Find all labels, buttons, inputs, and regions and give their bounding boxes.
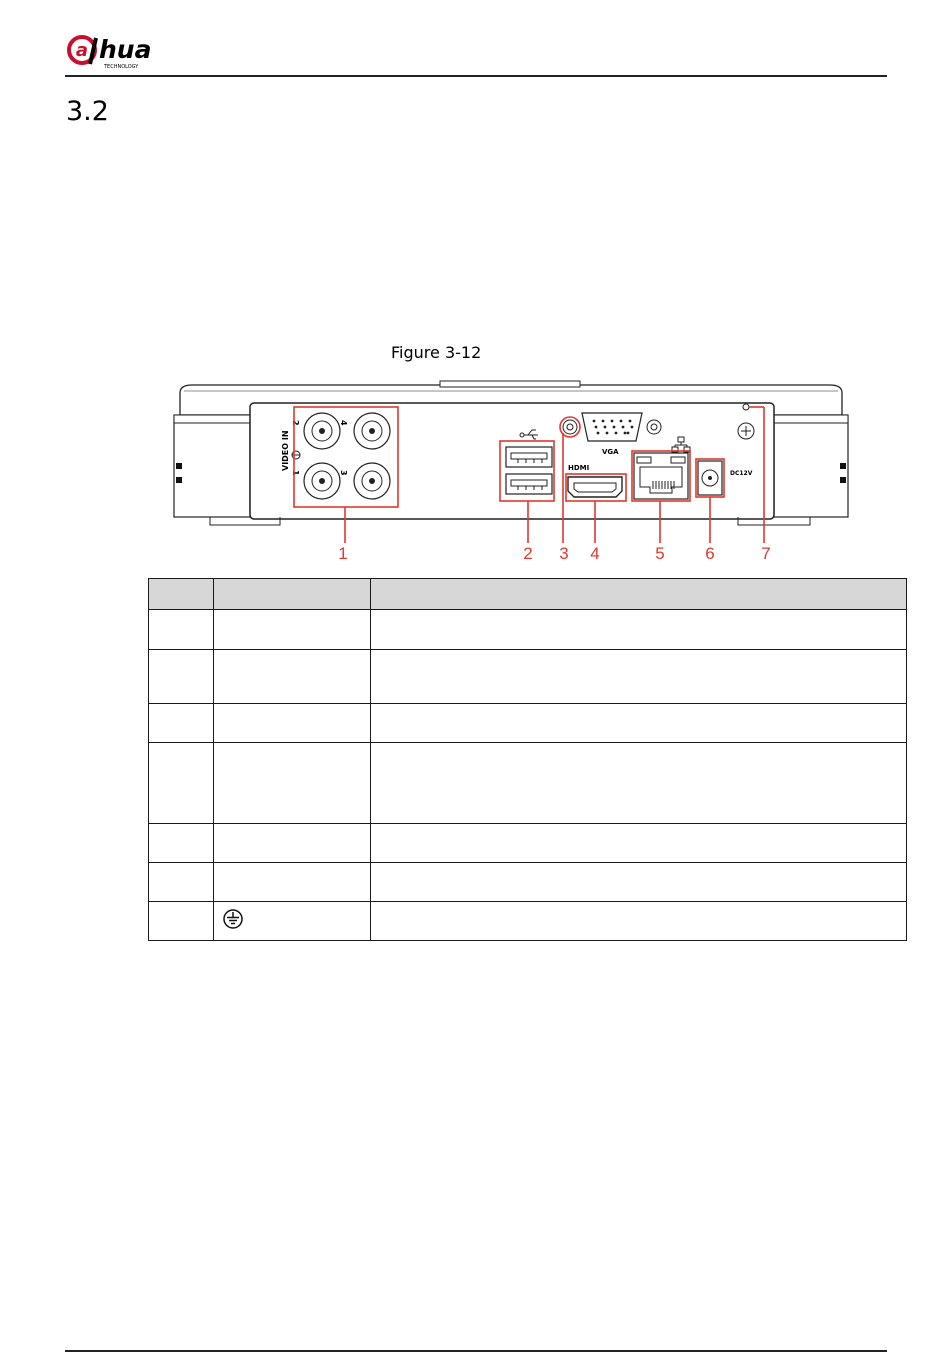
table-row [149, 704, 907, 743]
cell-function [371, 610, 907, 650]
table-row [149, 863, 907, 902]
svg-text:hua: hua [99, 35, 152, 64]
hdmi-label: HDMI [568, 464, 590, 472]
cell-name [214, 610, 371, 650]
cell-name [214, 650, 371, 704]
section-number: 3.2 [66, 96, 109, 127]
table-header-row [149, 579, 907, 610]
cell-name [214, 743, 371, 824]
vga-label: VGA [602, 448, 619, 456]
cell-no [149, 863, 214, 902]
cell-function [371, 650, 907, 704]
dahua-logo [66, 30, 186, 70]
cell-name [214, 902, 371, 941]
table-row [149, 743, 907, 824]
video-in-label: VIDEO IN [281, 430, 290, 471]
bnc-connector [354, 463, 390, 499]
logo-mark [69, 37, 96, 64]
cell-no [149, 650, 214, 704]
port-description-table [148, 578, 907, 941]
bnc-connector [304, 463, 340, 499]
table-row [149, 610, 907, 650]
cell-no [149, 743, 214, 824]
header-rule [65, 75, 887, 77]
ethernet-port [634, 453, 688, 499]
callout-number: 4 [590, 544, 600, 563]
device-rear-panel [170, 377, 852, 567]
bnc-label: 3 [339, 470, 348, 476]
header-cell-function [371, 579, 907, 610]
logo-subtext: TECHNOLOGY [104, 64, 139, 70]
cell-function [371, 824, 907, 863]
callout-number: 2 [523, 544, 533, 563]
usb-port [506, 474, 552, 494]
cell-no [149, 824, 214, 863]
cell-no [149, 610, 214, 650]
bnc-label: 1 [291, 470, 300, 476]
footer-rule [65, 1350, 887, 1352]
figure-caption: Figure 3-12 [391, 343, 482, 362]
cell-no [149, 902, 214, 941]
header-cell-name [214, 579, 371, 610]
callout-number: 1 [338, 544, 348, 563]
bnc-connector [304, 413, 340, 449]
callout-number: 5 [655, 544, 665, 563]
svg-text:a: a [75, 40, 89, 61]
cell-name [214, 824, 371, 863]
cell-function [371, 743, 907, 824]
callout-number: 7 [761, 544, 771, 563]
cell-name [214, 704, 371, 743]
hdmi-port [568, 477, 622, 497]
table-row [149, 650, 907, 704]
cell-name [214, 863, 371, 902]
callout-number: 3 [559, 544, 569, 563]
bnc-label: 4 [339, 420, 348, 426]
table-row [149, 824, 907, 863]
usb-port [506, 447, 552, 467]
cell-no [149, 704, 214, 743]
bnc-label: 2 [291, 420, 300, 426]
bnc-connector [354, 413, 390, 449]
cell-function [371, 704, 907, 743]
table-row [149, 902, 907, 941]
cell-function [371, 902, 907, 941]
header-cell-no [149, 579, 214, 610]
ground-icon [222, 908, 244, 930]
dc-label: DC12V [730, 470, 753, 477]
cell-function [371, 863, 907, 902]
callout-number: 6 [705, 544, 715, 563]
dc-power-port [698, 461, 722, 495]
